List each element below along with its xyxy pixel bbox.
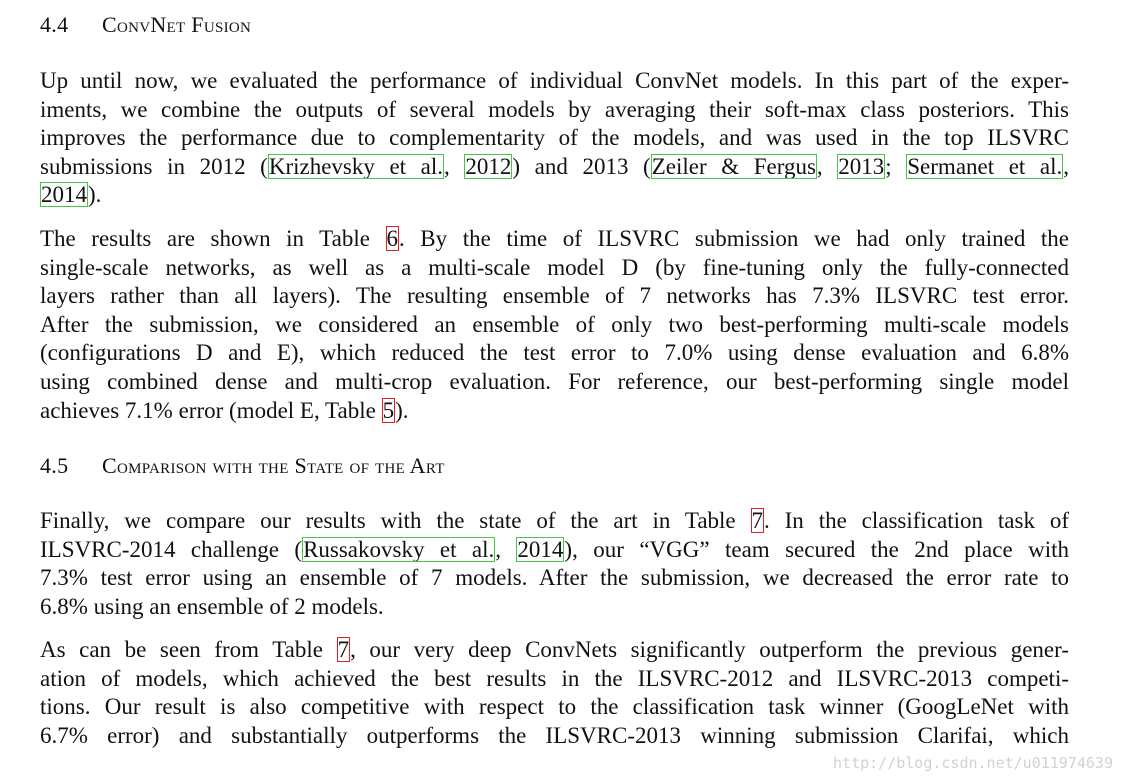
text-line: iments, we combine the outputs of several models by averaging their soft-max class posteriors. This — [40, 96, 1069, 122]
text-line — [40, 181, 1069, 210]
text-run: , — [444, 153, 465, 179]
section-title: ConvNet Fusion — [102, 12, 252, 37]
text-line: tions. Our result is also competitive with respect to the classification task winner (GoogLeNet with — [40, 694, 1069, 720]
citation-link[interactable]: Sermanet et al. — [907, 153, 1063, 179]
text-line — [40, 153, 1069, 182]
text-line: improves the performance due to complementarity of the models, and was used in the top ILSVRC — [40, 125, 1069, 151]
paragraph-fusion-intro — [40, 67, 1069, 210]
text-run: , — [816, 153, 838, 179]
text-line: 6.7% error) and substantially outperforms the ILSVRC-2013 winning submission Clarifai, which — [40, 722, 1069, 748]
text-run: . By the time of ILSVRC submission we had only trained the — [399, 226, 1069, 251]
text-run: . In the classification task of — [764, 508, 1070, 533]
citation-link[interactable]: Zeiler & Fergus — [651, 153, 816, 179]
text-run: ILSVRC-2014 challenge ( — [40, 536, 303, 562]
section-heading-4-4 — [40, 12, 251, 38]
text-run: Finally, we compare our results with the state of the art in Table — [40, 508, 751, 533]
table-ref-link[interactable]: 7 — [751, 508, 764, 533]
citation-link[interactable]: Russakovsky et al. — [303, 536, 495, 562]
text-line — [40, 636, 1069, 665]
table-ref-link[interactable]: 6 — [386, 226, 398, 251]
text-line: Up until now, we evaluated the performance of individual ConvNet models. In this part of the exper- — [40, 68, 1069, 93]
text-line: (configurations D and E), which reduced the test error to 7.0% using dense evaluation and 6.8% — [40, 340, 1069, 366]
citation-link[interactable]: 2013 — [838, 153, 885, 179]
text-line — [40, 536, 1069, 565]
text-run: , — [1063, 153, 1070, 179]
text-run: , our very deep ConvNets significantly outperform the previous gener- — [350, 637, 1069, 662]
text-run: ) and 2013 ( — [512, 153, 651, 179]
paragraph-comparison — [40, 507, 1069, 621]
watermark-url: http://blog.csdn.net/u011974639 — [833, 754, 1113, 772]
citation-link[interactable]: 2012 — [465, 153, 512, 179]
table-ref-link[interactable]: 5 — [382, 397, 395, 423]
citation-link[interactable]: 2014 — [41, 182, 87, 208]
section-number: 4.4 — [40, 12, 69, 37]
citation-link[interactable]: 2014 — [517, 536, 564, 562]
text-run: ), our “VGG” team secured the 2nd place with — [564, 536, 1069, 562]
text-run: achieves 7.1% error (model E, Table — [40, 397, 382, 423]
text-run: ). — [88, 182, 102, 208]
text-run: As can be seen from Table — [40, 637, 337, 662]
text-line: using combined dense and multi-crop evaluation. For reference, our best-performing single model — [40, 368, 1069, 394]
section-title: Comparison with the State of the Art — [102, 453, 445, 478]
section-number: 4.5 — [40, 453, 69, 478]
text-line: ation of models, which achieved the best results in the ILSVRC-2012 and ILSVRC-2013 competi- — [40, 665, 1069, 691]
paragraph-comparison-detail — [40, 636, 1069, 750]
text-line — [40, 507, 1069, 536]
section-heading-4-5 — [40, 453, 445, 479]
text-line: After the submission, we considered an ensemble of only two best-performing multi-scale models — [40, 311, 1069, 337]
text-line: 6.8% using an ensemble of 2 models. — [40, 593, 384, 619]
table-ref-link[interactable]: 7 — [337, 637, 350, 662]
text-line: 7.3% test error using an ensemble of 7 models. After the submission, we decreased the error rate to — [40, 565, 1069, 591]
text-run: The results are shown in Table — [40, 226, 386, 251]
text-line: single-scale networks, as well as a multi-scale model D (by fine-tuning only the fully-connected — [40, 254, 1069, 280]
text-line — [40, 397, 1069, 426]
text-run: , — [495, 536, 517, 562]
text-line: layers rather than all layers). The resulting ensemble of 7 networks has 7.3% ILSVRC test error. — [40, 283, 1069, 309]
text-run: ; — [885, 153, 907, 179]
text-line — [40, 225, 1069, 254]
text-run: submissions in 2012 ( — [40, 153, 268, 179]
text-run: ). — [395, 397, 409, 423]
citation-link[interactable]: Krizhevsky et al. — [268, 153, 444, 179]
paragraph-fusion-results — [40, 225, 1069, 425]
